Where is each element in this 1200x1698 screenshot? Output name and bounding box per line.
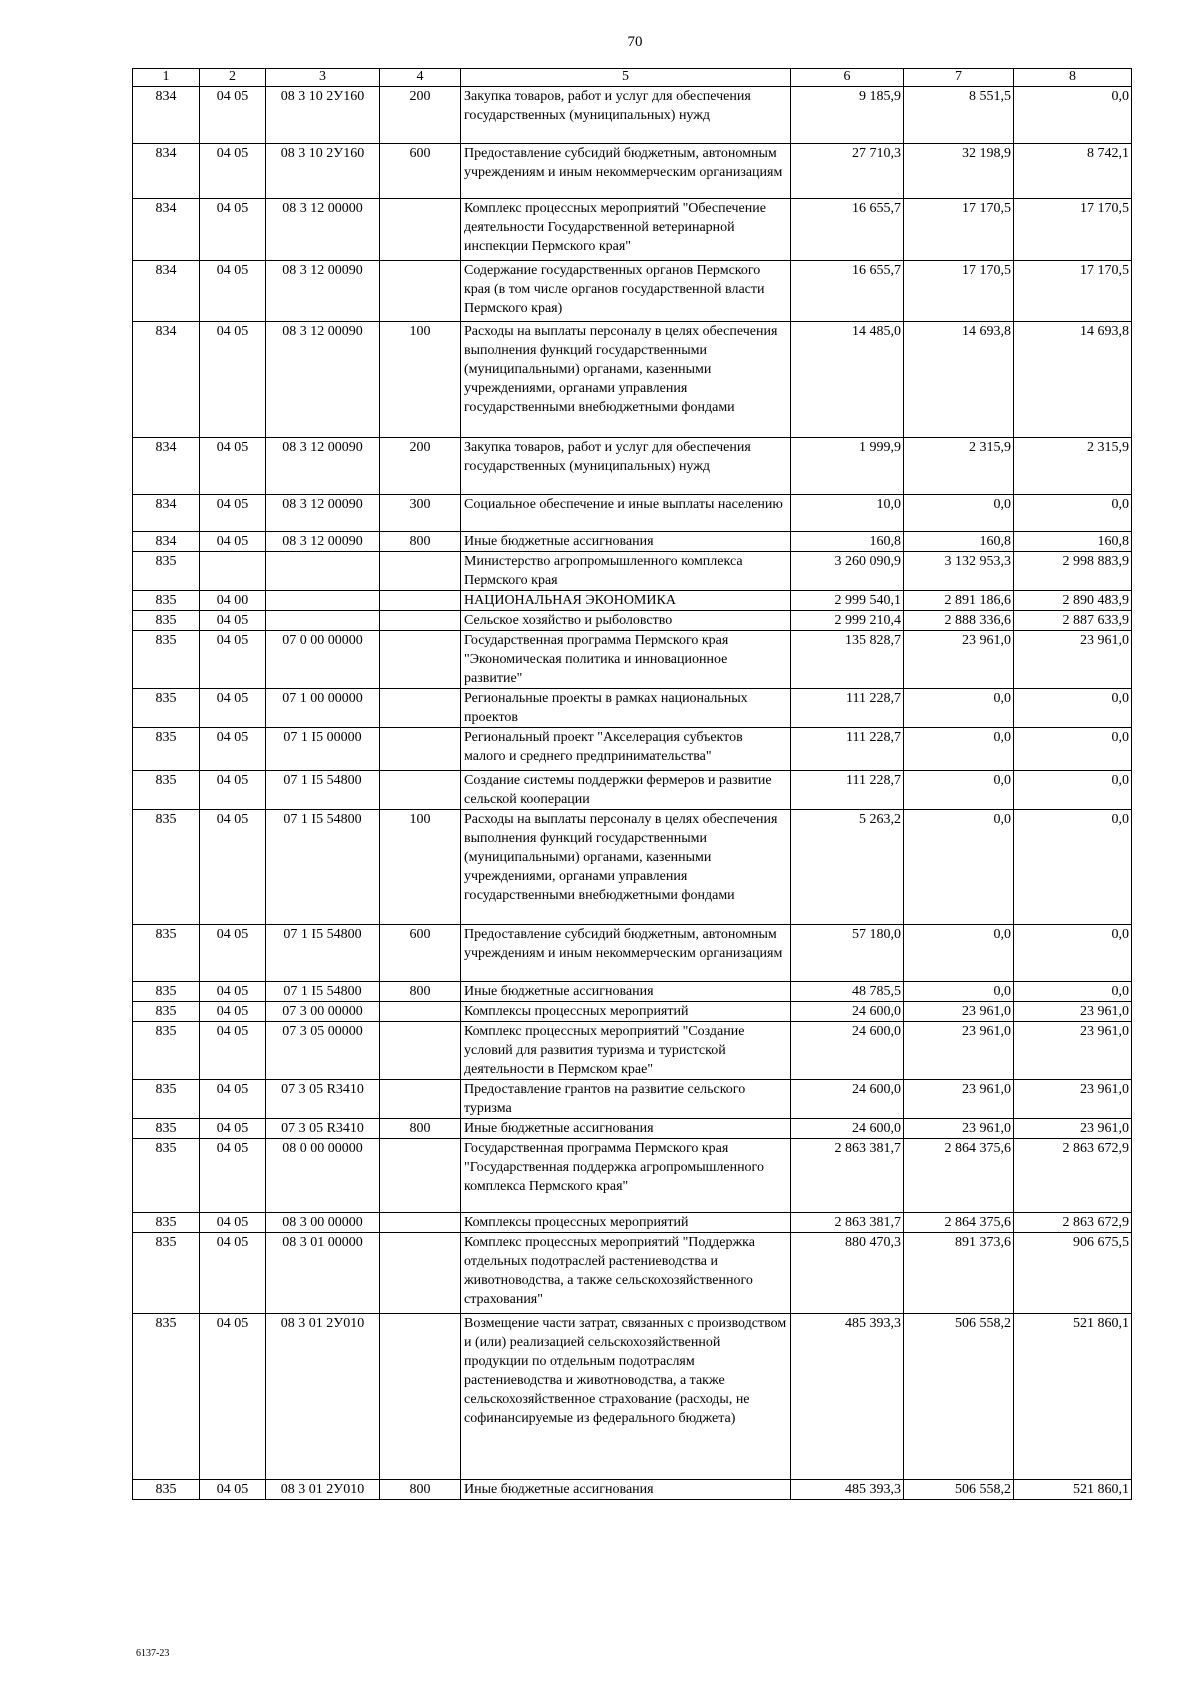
description-cell: Комплексы процессных мероприятий [461,1002,791,1022]
table-row [133,611,1132,631]
expense-type-cell [380,199,461,261]
target-article-cell: 07 3 05 00000 [266,1022,380,1080]
amount-year1-cell: 10,0 [791,495,904,532]
expense-type-cell: 800 [380,1119,461,1139]
admin-code-cell: 835 [133,1233,200,1314]
section-code-cell: 04 05 [200,771,266,810]
table-row [133,1002,1132,1022]
table-row [133,689,1132,728]
amount-year2-cell: 2 888 336,6 [904,611,1014,631]
footer-code: 6137-23 [136,1648,170,1659]
expense-type-cell [380,1080,461,1119]
amount-year1-cell: 880 470,3 [791,1233,904,1314]
amount-year3-cell: 2 315,9 [1014,438,1132,495]
description-cell: НАЦИОНАЛЬНАЯ ЭКОНОМИКА [461,591,791,611]
amount-year1-cell: 9 185,9 [791,87,904,144]
amount-year3-cell: 2 887 633,9 [1014,611,1132,631]
section-code-cell: 04 05 [200,1480,266,1500]
target-article-cell: 08 3 12 00090 [266,532,380,552]
description-cell: Комплекс процессных мероприятий "Поддержка отдельных подотраслей растениеводства и животноводства, а также сельскохозяйственного страхования" [461,1233,791,1314]
section-code-cell: 04 05 [200,144,266,199]
section-code-cell: 04 05 [200,322,266,438]
amount-year1-cell: 1 999,9 [791,438,904,495]
expense-type-cell [380,631,461,689]
admin-code-cell: 834 [133,261,200,322]
amount-year1-cell: 24 600,0 [791,1119,904,1139]
amount-year3-cell: 23 961,0 [1014,1080,1132,1119]
admin-code-cell: 834 [133,87,200,144]
admin-code-cell: 835 [133,728,200,771]
amount-year1-cell: 111 228,7 [791,771,904,810]
description-cell: Иные бюджетные ассигнования [461,532,791,552]
description-cell: Закупка товаров, работ и услуг для обеспечения государственных (муниципальных) нужд [461,87,791,144]
description-cell: Расходы на выплаты персоналу в целях обеспечения выполнения функций государственными (муниципальными) органами, казенными учреждениями, органами управления государственными внебюджетными фондами [461,810,791,925]
section-code-cell: 04 05 [200,261,266,322]
description-cell: Содержание государственных органов Пермского края (в том числе органов государственной власти Пермского края) [461,261,791,322]
target-article-cell [266,552,380,591]
section-code-cell: 04 05 [200,982,266,1002]
description-cell: Предоставление субсидий бюджетным, автономным учреждениям и иным некоммерческим организациям [461,925,791,982]
section-code-cell: 04 05 [200,689,266,728]
column-header: 4 [380,69,461,87]
amount-year3-cell: 23 961,0 [1014,1022,1132,1080]
expense-type-cell: 100 [380,322,461,438]
amount-year2-cell: 17 170,5 [904,199,1014,261]
description-cell: Предоставление грантов на развитие сельского туризма [461,1080,791,1119]
amount-year1-cell: 485 393,3 [791,1314,904,1480]
admin-code-cell: 835 [133,810,200,925]
amount-year2-cell: 0,0 [904,982,1014,1002]
admin-code-cell: 835 [133,771,200,810]
amount-year2-cell: 23 961,0 [904,1080,1014,1119]
expense-type-cell [380,611,461,631]
amount-year1-cell: 2 999 210,4 [791,611,904,631]
amount-year3-cell: 17 170,5 [1014,199,1132,261]
target-article-cell: 08 3 01 00000 [266,1233,380,1314]
target-article-cell: 08 3 12 00090 [266,495,380,532]
table-row [133,925,1132,982]
amount-year2-cell: 0,0 [904,728,1014,771]
amount-year2-cell: 160,8 [904,532,1014,552]
target-article-cell: 07 3 05 R3410 [266,1080,380,1119]
target-article-cell: 08 3 01 2У010 [266,1314,380,1480]
amount-year1-cell: 57 180,0 [791,925,904,982]
amount-year2-cell: 8 551,5 [904,87,1014,144]
admin-code-cell: 834 [133,144,200,199]
amount-year1-cell: 48 785,5 [791,982,904,1002]
admin-code-cell: 834 [133,532,200,552]
expense-type-cell [380,1233,461,1314]
section-code-cell: 04 05 [200,925,266,982]
section-code-cell: 04 05 [200,631,266,689]
target-article-cell: 08 3 10 2У160 [266,144,380,199]
amount-year1-cell: 2 999 540,1 [791,591,904,611]
amount-year2-cell: 0,0 [904,771,1014,810]
target-article-cell: 07 3 00 00000 [266,1002,380,1022]
admin-code-cell: 835 [133,1139,200,1213]
table-row [133,728,1132,771]
section-code-cell: 04 05 [200,1213,266,1233]
table-row [133,982,1132,1002]
table-row [133,1233,1132,1314]
table-row [133,1080,1132,1119]
target-article-cell [266,591,380,611]
admin-code-cell: 835 [133,591,200,611]
admin-code-cell: 835 [133,982,200,1002]
amount-year2-cell: 0,0 [904,689,1014,728]
section-code-cell: 04 05 [200,1139,266,1213]
section-code-cell: 04 05 [200,532,266,552]
amount-year2-cell: 14 693,8 [904,322,1014,438]
amount-year3-cell: 17 170,5 [1014,261,1132,322]
column-header: 8 [1014,69,1132,87]
table-row [133,1480,1132,1500]
amount-year3-cell: 0,0 [1014,728,1132,771]
amount-year2-cell: 0,0 [904,810,1014,925]
column-header: 5 [461,69,791,87]
expense-type-cell: 800 [380,982,461,1002]
amount-year3-cell: 160,8 [1014,532,1132,552]
expense-type-cell: 300 [380,495,461,532]
description-cell: Государственная программа Пермского края "Государственная поддержка агропромышленного комплекса Пермского края" [461,1139,791,1213]
description-cell: Государственная программа Пермского края "Экономическая политика и инновационное развитие" [461,631,791,689]
amount-year1-cell: 2 863 381,7 [791,1139,904,1213]
description-cell: Комплексы процессных мероприятий [461,1213,791,1233]
amount-year3-cell: 0,0 [1014,495,1132,532]
description-cell: Региональный проект "Акселерация субъектов малого и среднего предпринимательства" [461,728,791,771]
description-cell: Сельское хозяйство и рыболовство [461,611,791,631]
amount-year1-cell: 24 600,0 [791,1002,904,1022]
amount-year2-cell: 0,0 [904,925,1014,982]
amount-year2-cell: 32 198,9 [904,144,1014,199]
target-article-cell: 07 3 05 R3410 [266,1119,380,1139]
amount-year2-cell: 3 132 953,3 [904,552,1014,591]
description-cell: Предоставление субсидий бюджетным, автономным учреждениям и иным некоммерческим организациям [461,144,791,199]
column-number-row [133,69,1132,87]
amount-year1-cell: 24 600,0 [791,1022,904,1080]
section-code-cell: 04 05 [200,87,266,144]
amount-year1-cell: 160,8 [791,532,904,552]
expense-type-cell: 200 [380,87,461,144]
expense-type-cell [380,1314,461,1480]
admin-code-cell: 834 [133,438,200,495]
table-body [133,87,1132,1500]
table-row [133,438,1132,495]
column-header: 7 [904,69,1014,87]
admin-code-cell: 835 [133,631,200,689]
description-cell: Региональные проекты в рамках национальных проектов [461,689,791,728]
amount-year3-cell: 23 961,0 [1014,1002,1132,1022]
table-row [133,261,1132,322]
amount-year3-cell: 14 693,8 [1014,322,1132,438]
amount-year3-cell: 2 998 883,9 [1014,552,1132,591]
amount-year2-cell: 23 961,0 [904,1002,1014,1022]
column-header: 3 [266,69,380,87]
target-article-cell [266,611,380,631]
amount-year3-cell: 0,0 [1014,982,1132,1002]
admin-code-cell: 834 [133,199,200,261]
column-header: 2 [200,69,266,87]
amount-year3-cell: 0,0 [1014,87,1132,144]
target-article-cell: 07 1 I5 54800 [266,810,380,925]
amount-year2-cell: 2 864 375,6 [904,1139,1014,1213]
target-article-cell: 08 3 00 00000 [266,1213,380,1233]
amount-year1-cell: 5 263,2 [791,810,904,925]
table-row [133,552,1132,591]
table-row [133,87,1132,144]
description-cell: Закупка товаров, работ и услуг для обеспечения государственных (муниципальных) нужд [461,438,791,495]
admin-code-cell: 835 [133,1480,200,1500]
expense-type-cell [380,771,461,810]
description-cell: Расходы на выплаты персоналу в целях обеспечения выполнения функций государственными (муниципальными) органами, казенными учреждениями, органами управления государственными внебюджетными фондами [461,322,791,438]
target-article-cell: 07 0 00 00000 [266,631,380,689]
table-row [133,771,1132,810]
amount-year3-cell: 0,0 [1014,810,1132,925]
amount-year1-cell: 135 828,7 [791,631,904,689]
amount-year2-cell: 23 961,0 [904,1119,1014,1139]
section-code-cell: 04 00 [200,591,266,611]
admin-code-cell: 835 [133,1213,200,1233]
section-code-cell [200,552,266,591]
target-article-cell: 07 1 I5 00000 [266,728,380,771]
amount-year3-cell: 23 961,0 [1014,1119,1132,1139]
admin-code-cell: 835 [133,1314,200,1480]
admin-code-cell: 835 [133,925,200,982]
amount-year1-cell: 2 863 381,7 [791,1213,904,1233]
amount-year2-cell: 0,0 [904,495,1014,532]
section-code-cell: 04 05 [200,611,266,631]
target-article-cell: 07 1 I5 54800 [266,771,380,810]
section-code-cell: 04 05 [200,1080,266,1119]
target-article-cell: 08 3 01 2У010 [266,1480,380,1500]
description-cell: Возмещение части затрат, связанных с производством и (или) реализацией сельскохозяйственной продукции по отдельным подотраслям растениеводства и животноводства, а также сельскохозяйственное страхование (расходы, не софинансируемые из федерального бюджета) [461,1314,791,1480]
expense-type-cell [380,261,461,322]
table-row [133,591,1132,611]
column-header: 1 [133,69,200,87]
admin-code-cell: 835 [133,552,200,591]
amount-year1-cell: 24 600,0 [791,1080,904,1119]
table-row [133,199,1132,261]
target-article-cell: 08 3 12 00090 [266,322,380,438]
expense-type-cell: 600 [380,144,461,199]
section-code-cell: 04 05 [200,495,266,532]
amount-year1-cell: 111 228,7 [791,728,904,771]
amount-year1-cell: 111 228,7 [791,689,904,728]
expense-type-cell: 800 [380,1480,461,1500]
amount-year3-cell: 2 863 672,9 [1014,1213,1132,1233]
table-row [133,631,1132,689]
table-row [133,532,1132,552]
target-article-cell: 08 3 12 00000 [266,199,380,261]
description-cell: Иные бюджетные ассигнования [461,982,791,1002]
expense-type-cell [380,1213,461,1233]
amount-year3-cell: 8 742,1 [1014,144,1132,199]
amount-year2-cell: 506 558,2 [904,1480,1014,1500]
amount-year2-cell: 17 170,5 [904,261,1014,322]
section-code-cell: 04 05 [200,728,266,771]
amount-year2-cell: 2 891 186,6 [904,591,1014,611]
admin-code-cell: 835 [133,1080,200,1119]
section-code-cell: 04 05 [200,1002,266,1022]
description-cell: Социальное обеспечение и иные выплаты населению [461,495,791,532]
table-row [133,810,1132,925]
description-cell: Иные бюджетные ассигнования [461,1480,791,1500]
section-code-cell: 04 05 [200,810,266,925]
expense-type-cell [380,591,461,611]
column-header: 6 [791,69,904,87]
section-code-cell: 04 05 [200,438,266,495]
amount-year2-cell: 23 961,0 [904,1022,1014,1080]
target-article-cell: 08 3 12 00090 [266,261,380,322]
table-row [133,1314,1132,1480]
admin-code-cell: 835 [133,689,200,728]
amount-year1-cell: 27 710,3 [791,144,904,199]
amount-year3-cell: 521 860,1 [1014,1480,1132,1500]
admin-code-cell: 834 [133,495,200,532]
target-article-cell: 08 3 10 2У160 [266,87,380,144]
amount-year3-cell: 906 675,5 [1014,1233,1132,1314]
expense-type-cell [380,728,461,771]
target-article-cell: 07 1 I5 54800 [266,925,380,982]
table-row [133,322,1132,438]
amount-year3-cell: 2 890 483,9 [1014,591,1132,611]
amount-year3-cell: 0,0 [1014,925,1132,982]
expense-type-cell: 600 [380,925,461,982]
amount-year2-cell: 506 558,2 [904,1314,1014,1480]
section-code-cell: 04 05 [200,1314,266,1480]
admin-code-cell: 834 [133,322,200,438]
target-article-cell: 07 1 I5 54800 [266,982,380,1002]
admin-code-cell: 835 [133,1119,200,1139]
expense-type-cell: 100 [380,810,461,925]
expense-type-cell [380,689,461,728]
expense-type-cell [380,1002,461,1022]
section-code-cell: 04 05 [200,199,266,261]
page-number: 70 [627,34,643,50]
amount-year1-cell: 16 655,7 [791,261,904,322]
expense-type-cell: 800 [380,532,461,552]
amount-year3-cell: 0,0 [1014,689,1132,728]
admin-code-cell: 835 [133,1002,200,1022]
description-cell: Иные бюджетные ассигнования [461,1119,791,1139]
table-row [133,144,1132,199]
description-cell: Создание системы поддержки фермеров и развитие сельской кооперации [461,771,791,810]
amount-year3-cell: 0,0 [1014,771,1132,810]
budget-table [132,68,1132,1500]
target-article-cell: 07 1 00 00000 [266,689,380,728]
target-article-cell: 08 3 12 00090 [266,438,380,495]
expense-type-cell: 200 [380,438,461,495]
admin-code-cell: 835 [133,1022,200,1080]
expense-type-cell [380,552,461,591]
section-code-cell: 04 05 [200,1022,266,1080]
amount-year1-cell: 16 655,7 [791,199,904,261]
expense-type-cell [380,1139,461,1213]
table-row [133,1139,1132,1213]
amount-year2-cell: 2 864 375,6 [904,1213,1014,1233]
amount-year2-cell: 891 373,6 [904,1233,1014,1314]
description-cell: Комплекс процессных мероприятий "Создание условий для развития туризма и туристской деятельности в Пермском крае" [461,1022,791,1080]
amount-year1-cell: 14 485,0 [791,322,904,438]
table-row [133,1213,1132,1233]
amount-year2-cell: 23 961,0 [904,631,1014,689]
admin-code-cell: 835 [133,611,200,631]
section-code-cell: 04 05 [200,1119,266,1139]
description-cell: Министерство агропромышленного комплекса Пермского края [461,552,791,591]
amount-year1-cell: 3 260 090,9 [791,552,904,591]
table-row [133,495,1132,532]
amount-year3-cell: 23 961,0 [1014,631,1132,689]
expense-type-cell [380,1022,461,1080]
table-row [133,1022,1132,1080]
table-row [133,1119,1132,1139]
amount-year1-cell: 485 393,3 [791,1480,904,1500]
section-code-cell: 04 05 [200,1233,266,1314]
amount-year3-cell: 2 863 672,9 [1014,1139,1132,1213]
description-cell: Комплекс процессных мероприятий "Обеспечение деятельности Государственной ветеринарной инспекции Пермского края" [461,199,791,261]
target-article-cell: 08 0 00 00000 [266,1139,380,1213]
amount-year2-cell: 2 315,9 [904,438,1014,495]
amount-year3-cell: 521 860,1 [1014,1314,1132,1480]
